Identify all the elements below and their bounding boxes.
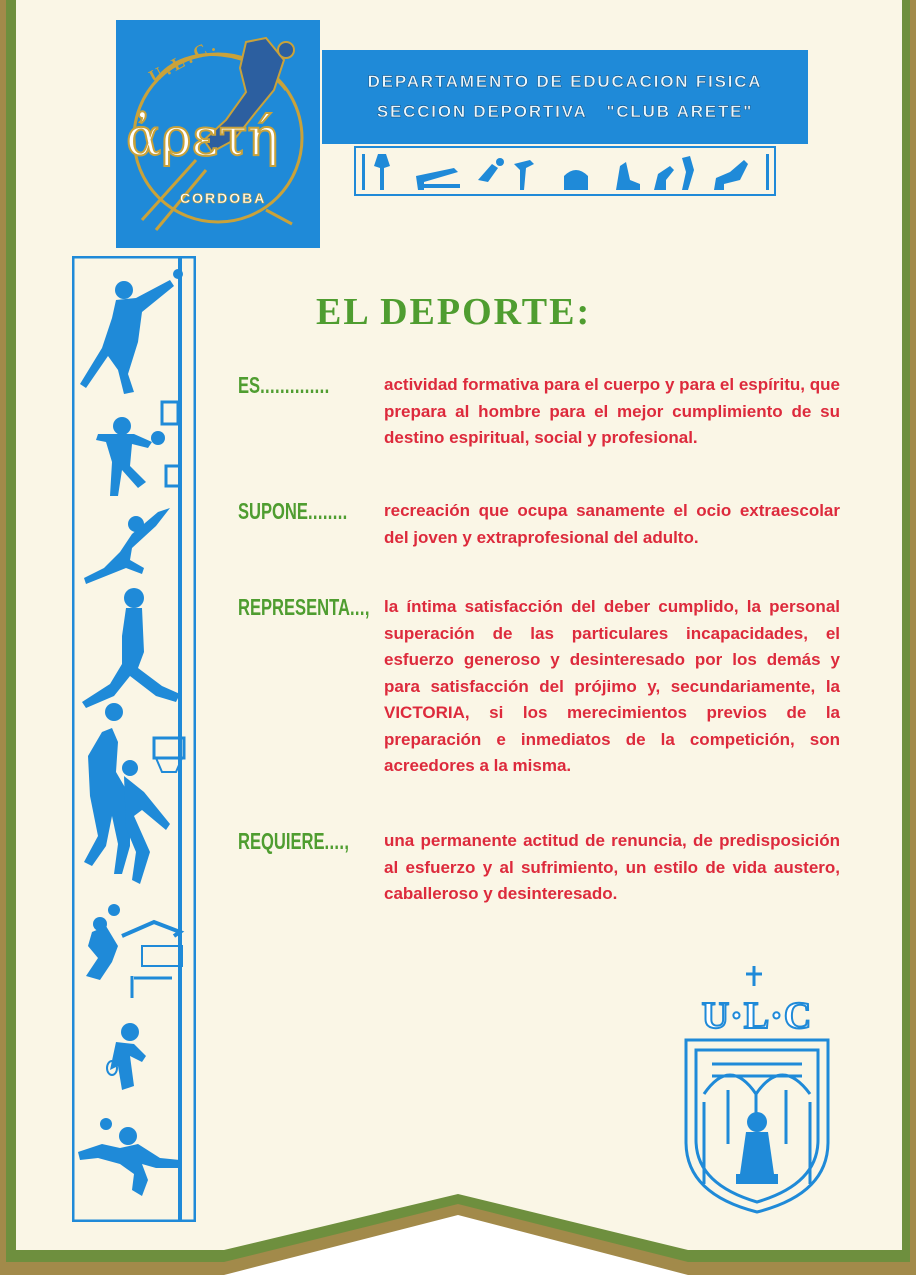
club-arete-logo: [116, 20, 320, 248]
definition-text: la íntima satisfacción del deber cumplido, la personal superación de las particulares incapacidades, el esfuerzo generoso y desinteresado por los demás y para satisfacción del prójimo y, secundariamente, la VICTORIA, si los merecimientos previos de la preparación e inmediatos de la competición, son acreedores a la misma.: [384, 597, 840, 775]
term-label: REQUIERE: [238, 828, 325, 854]
term-dots: ....,: [324, 828, 350, 854]
term-representa: [238, 594, 370, 780]
shot-put-athlete-icon: [80, 269, 183, 394]
logo-text-main: ἀρετή: [126, 108, 279, 168]
gymnastics-figures-icon: [354, 146, 776, 196]
high-jump-athlete-icon: [84, 508, 170, 584]
handball-player-icon: [78, 1118, 180, 1196]
term-dots: ...,: [349, 594, 370, 620]
department-name: DEPARTAMENTO DE EDUCACION FISICA: [367, 72, 763, 91]
definition-supone: [238, 498, 848, 551]
term-requiere: [238, 828, 350, 908]
crest-icon: [682, 964, 832, 1214]
term-label: REPRESENTA: [238, 594, 350, 620]
tennis-player-icon: [107, 1023, 146, 1090]
definition-requiere: [238, 828, 848, 908]
definition-es: [238, 372, 848, 452]
basketball-rebound-icon: [84, 703, 184, 884]
definition-text: actividad formativa para el cuerpo y para el espíritu, que prepara al hombre para el mejor cumplimiento de su destino espiritual, social y profesional.: [384, 375, 840, 447]
definition-representa: [238, 594, 848, 780]
sports-silhouettes-panel: [72, 256, 196, 1222]
volleyball-player-icon: [86, 904, 182, 998]
definition-text: una permanente actitud de renuncia, de predisposición al esfuerzo y al sufrimiento, un estilo de vida austero, caballeroso y desinteresado.: [384, 831, 840, 903]
term-es: [238, 372, 343, 452]
term-label: SUPONE: [238, 498, 308, 524]
term-supone: [238, 498, 348, 551]
department-header: [322, 50, 808, 144]
section-name: SECCION DEPORTIVA "CLUB ARETE": [376, 102, 754, 121]
weightlifter-icon: [82, 588, 180, 708]
logo-text-top: U.L.C.: [145, 33, 222, 87]
logo-text-bottom: CORDOBA: [180, 190, 267, 206]
page-title: EL DEPORTE:: [316, 291, 592, 333]
crest-letters: U·L·C: [701, 995, 813, 1037]
basketball-player-icon: [96, 402, 180, 496]
term-label: ES: [238, 372, 261, 398]
term-dots: ..............: [260, 372, 330, 398]
definition-text: recreación que ocupa sanamente el ocio extraescolar del joven y extraprofesional del adulto.: [384, 501, 840, 547]
term-dots: ........: [307, 498, 348, 524]
